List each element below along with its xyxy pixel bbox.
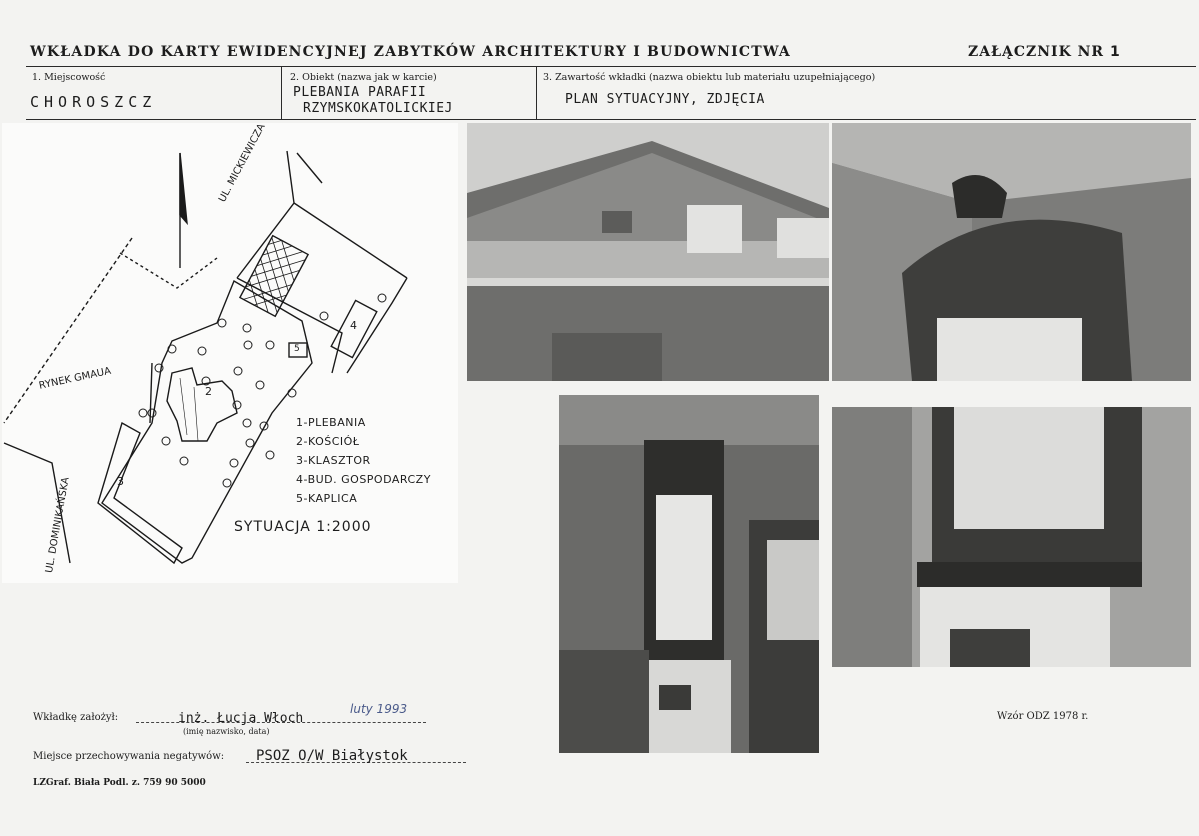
printer-imprint: LZGraf. Biała Podl. z. 759 90 5000 xyxy=(33,778,206,788)
field-object-label: 2. Obiekt (nazwa jak w karcie) xyxy=(290,72,437,83)
founder-label: Wkładkę założył: xyxy=(33,712,119,723)
field-location-value: CHOROSZCZ xyxy=(30,93,157,111)
legend-item: 2-KOŚCIÓŁ xyxy=(296,435,360,448)
photo-room-stove xyxy=(559,395,819,753)
site-plan xyxy=(2,123,458,583)
field-object-value-line2: RZYMSKOKATOLICKIEJ xyxy=(303,101,453,116)
annex-number: 1 xyxy=(1109,44,1121,60)
annex-label xyxy=(968,44,1121,60)
storage-label: Miejsce przechowywania negatywów: xyxy=(33,751,225,762)
photo-gable-facade-image xyxy=(467,123,829,381)
building-number-4: 4 xyxy=(350,319,357,332)
field-divider-2 xyxy=(536,66,537,120)
field-object-value-line1: PLEBANIA PARAFII xyxy=(293,85,427,100)
storage-value: PSOZ O/W Białystok xyxy=(256,748,408,764)
founder-hint: (imię nazwisko, data) xyxy=(183,727,270,736)
field-content-value: PLAN SYTUACYJNY, ZDJĘCIA xyxy=(565,92,765,107)
photo-mirror-stove xyxy=(832,407,1191,667)
field-content-label: 3. Zawartość wkładki (nazwa obiektu lub materiału uzupełniającego) xyxy=(543,72,876,83)
field-divider-1 xyxy=(281,66,282,120)
field-location-label: 1. Miejscowość xyxy=(32,72,106,83)
building-number-5: 5 xyxy=(294,344,300,354)
site-plan-scale: SYTUACJA 1:2000 xyxy=(234,519,372,535)
legend-item: 3-KLASZTOR xyxy=(296,454,371,467)
building-number-2: 2 xyxy=(205,385,212,398)
photo-mirror-stove-image xyxy=(832,407,1191,667)
document-title: WKŁADKA DO KARTY EWIDENCYJNEJ ZABYTKÓW ARCHITEKTURY I BUDOWNICTWA xyxy=(30,44,791,60)
annex-label-text: ZAŁĄCZNIK NR xyxy=(968,44,1105,60)
photo-mirror-crest xyxy=(832,123,1191,381)
legend-item: 5-KAPLICA xyxy=(296,492,358,505)
founder-date: luty 1993 xyxy=(350,702,408,716)
header-rule-bottom xyxy=(26,119,1196,120)
legend-item: 4-BUD. GOSPODARCZY xyxy=(296,473,431,486)
legend-item: 1-PLEBANIA xyxy=(296,416,366,429)
square-label: RYNEK GMAUA xyxy=(38,365,113,392)
site-plan-legend xyxy=(296,413,431,508)
street-label-dominikanska: UL. DOMINIKAŃSKA xyxy=(44,476,72,574)
template-label: Wzór ODZ 1978 r. xyxy=(997,711,1089,722)
photo-gable-facade xyxy=(467,123,829,381)
building-number-3: 3 xyxy=(117,475,124,488)
founder-value: inż. Łucja Włoch xyxy=(178,711,304,726)
street-label-mickiewicza: UL. MICKIEWICZA xyxy=(217,122,268,205)
header-rule-top xyxy=(26,66,1196,67)
photo-mirror-crest-image xyxy=(832,123,1191,381)
photo-room-stove-image xyxy=(559,395,819,753)
